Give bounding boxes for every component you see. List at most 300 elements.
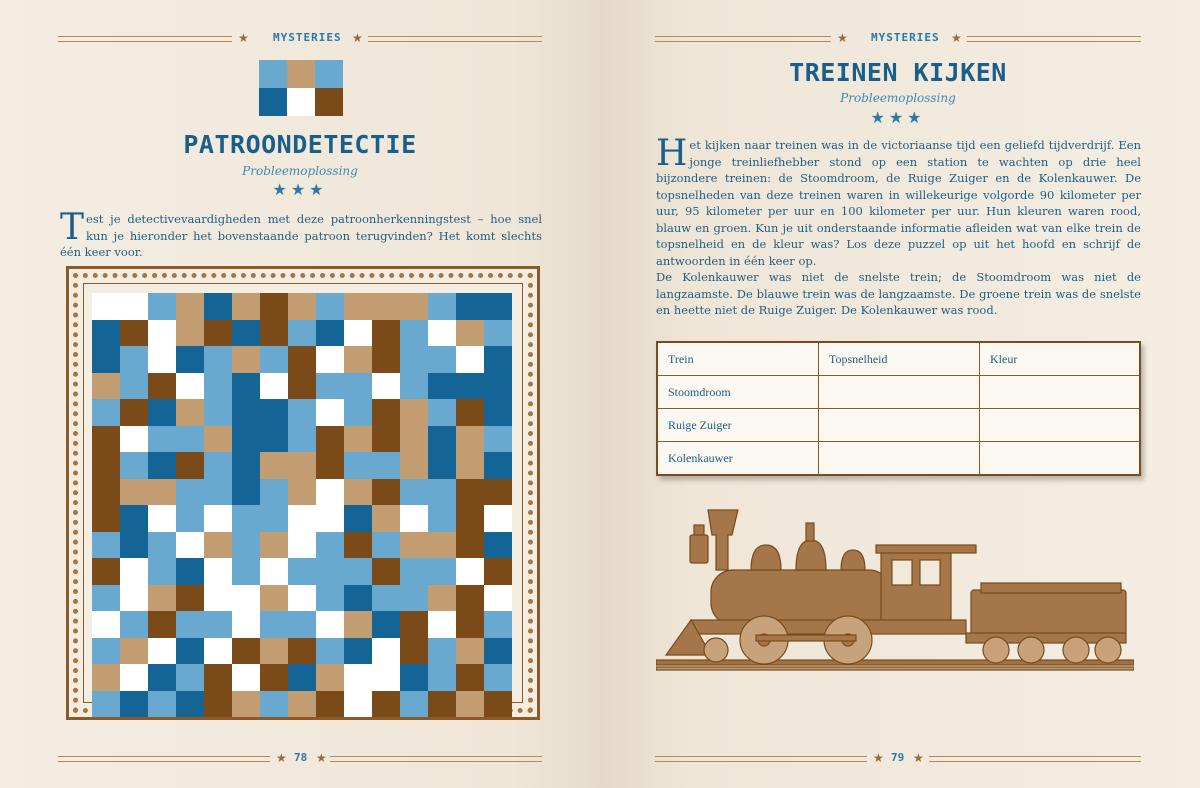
difficulty-stars: ★★★: [272, 180, 328, 199]
grid-cell: [372, 611, 400, 638]
grid-cell: [344, 373, 372, 400]
grid-cell: [400, 399, 428, 426]
swatch-cell: [287, 88, 315, 116]
grid-cell: [260, 505, 288, 532]
grid-cell: [260, 585, 288, 612]
grid-cell: [148, 505, 176, 532]
grid-cell: [400, 346, 428, 373]
grid-cell: [204, 320, 232, 347]
grid-cell: [92, 293, 120, 320]
grid-cell: [456, 664, 484, 691]
grid-cell: [176, 426, 204, 453]
grid-cell: [176, 346, 204, 373]
grid-cell: [372, 585, 400, 612]
grid-cell: [288, 585, 316, 612]
grid-cell: [148, 664, 176, 691]
table-row: [657, 376, 1140, 409]
page-number: 78: [294, 751, 308, 764]
grid-cell: [428, 320, 456, 347]
left-running-header: [58, 30, 542, 48]
grid-cell: [120, 479, 148, 506]
grid-cell: [260, 373, 288, 400]
grid-cell: [428, 558, 456, 585]
grid-cell: [316, 505, 344, 532]
grid-cell: [316, 320, 344, 347]
grid-cell: [316, 373, 344, 400]
grid-cell: [92, 664, 120, 691]
grid-cell: [148, 399, 176, 426]
grid-cell: [400, 638, 428, 665]
grid-cell: [120, 691, 148, 718]
grid-cell: [316, 611, 344, 638]
grid-cell: [344, 505, 372, 532]
grid-cell: [232, 558, 260, 585]
grid-cell: [484, 505, 512, 532]
grid-cell: [456, 320, 484, 347]
grid-cell: [260, 664, 288, 691]
grid-cell: [92, 611, 120, 638]
answer-table: [656, 341, 1141, 476]
grid-cell: [120, 664, 148, 691]
grid-cell: [456, 558, 484, 585]
grid-cell: [428, 426, 456, 453]
grid-cell: [260, 479, 288, 506]
grid-cell: [456, 399, 484, 426]
grid-cell: [260, 320, 288, 347]
grid-cell: [400, 585, 428, 612]
grid-cell: [372, 532, 400, 559]
grid-cell: [148, 691, 176, 718]
grid-cell: [288, 558, 316, 585]
grid-cell: [120, 585, 148, 612]
grid-cell: [120, 638, 148, 665]
grid-cell: [288, 320, 316, 347]
grid-cell: [372, 558, 400, 585]
grid-cell: [288, 426, 316, 453]
grid-cell: [316, 479, 344, 506]
grid-cell: [92, 373, 120, 400]
column-header: Topsnelheid: [819, 342, 980, 376]
grid-cell: [400, 426, 428, 453]
grid-cell: [484, 426, 512, 453]
grid-cell: [92, 452, 120, 479]
table-header-row: [657, 342, 1140, 376]
grid-cell: [372, 452, 400, 479]
grid-cell: [484, 346, 512, 373]
grid-cell: [176, 452, 204, 479]
grid-cell: [428, 479, 456, 506]
star-ornament-icon: ★: [352, 31, 363, 45]
grid-cell: [176, 399, 204, 426]
grid-cell: [148, 479, 176, 506]
color-answer-cell[interactable]: [980, 376, 1141, 409]
grid-cell: [232, 505, 260, 532]
page-subtitle: Probleemoplossing: [840, 91, 956, 105]
grid-cell: [120, 452, 148, 479]
column-header: Trein: [657, 342, 819, 376]
swatch-cell: [259, 88, 287, 116]
header-label: MYSTERIES: [871, 31, 940, 44]
grid-cell: [344, 558, 372, 585]
header-rule: [655, 36, 831, 42]
speed-answer-cell[interactable]: [819, 409, 980, 442]
grid-cell: [344, 293, 372, 320]
grid-cell: [204, 691, 232, 718]
grid-cell: [316, 585, 344, 612]
grid-cell: [120, 320, 148, 347]
grid-cell: [232, 611, 260, 638]
grid-cell: [372, 426, 400, 453]
grid-cell: [120, 293, 148, 320]
grid-cell: [372, 505, 400, 532]
swatch-cell: [287, 60, 315, 88]
grid-cell: [148, 585, 176, 612]
grid-cell: [176, 611, 204, 638]
grid-cell: [344, 585, 372, 612]
star-ornament-icon: ★: [238, 31, 249, 45]
grid-cell: [372, 293, 400, 320]
grid-cell: [400, 505, 428, 532]
grid-cell: [260, 293, 288, 320]
steam-locomotive-icon: [656, 505, 1134, 690]
speed-answer-cell[interactable]: [819, 376, 980, 409]
grid-cell: [372, 399, 400, 426]
grid-cell: [400, 691, 428, 718]
grid-cell: [316, 532, 344, 559]
grid-cell: [92, 346, 120, 373]
color-answer-cell[interactable]: [980, 442, 1141, 476]
grid-cell: [260, 399, 288, 426]
grid-cell: [232, 320, 260, 347]
grid-cell: [456, 585, 484, 612]
grid-cell: [372, 638, 400, 665]
grid-cell: [176, 638, 204, 665]
grid-cell: [288, 638, 316, 665]
speed-answer-cell[interactable]: [819, 442, 980, 476]
star-ornament-icon: ★: [951, 31, 962, 45]
footer-rule: [929, 756, 1141, 762]
grid-cell: [260, 426, 288, 453]
grid-cell: [260, 346, 288, 373]
swatch-cell: [259, 60, 287, 88]
grid-cell: [148, 426, 176, 453]
grid-cell: [484, 532, 512, 559]
grid-cell: [484, 452, 512, 479]
grid-cell: [484, 691, 512, 718]
grid-cell: [428, 293, 456, 320]
grid-cell: [484, 373, 512, 400]
train-name-cell: Kolenkauwer: [657, 442, 819, 476]
grid-cell: [288, 479, 316, 506]
grid-cell: [92, 505, 120, 532]
grid-cell: [120, 426, 148, 453]
star-ornament-icon: ★: [873, 751, 884, 765]
drop-cap: H: [656, 133, 688, 174]
grid-cell: [372, 691, 400, 718]
grid-cell: [232, 691, 260, 718]
grid-cell: [400, 532, 428, 559]
intro-text: est je detectivevaardigheden met deze patroonherkenningstest – hoe snel kun je hieronder het bovenstaande patroon terugvinden? Het komt slechts één keer voor.: [60, 212, 542, 259]
header-rule: [58, 36, 232, 42]
grid-cell: [316, 346, 344, 373]
grid-cell: [428, 611, 456, 638]
grid-cell: [120, 505, 148, 532]
grid-cell: [428, 373, 456, 400]
grid-cell: [92, 691, 120, 718]
grid-cell: [232, 585, 260, 612]
grid-cell: [176, 691, 204, 718]
grid-cell: [92, 585, 120, 612]
grid-cell: [344, 479, 372, 506]
intro-text: et kijken naar treinen was in de victoriaanse tijd een geliefd tijdverdrijf. Een jonge treinliefhebber stond op een station te wachten op drie heel bijzondere treinen: de Stoomdroom, de Ruige Zuiger en de Kolenkauwer. De topsnelheden van deze treinen waren in willekeurige volgorde 90 kilometer per uur, 95 kilometer per uur en 100 kilometer per uur. Hun kleuren waren rood, blauw en groen. Kun je uit onderstaande informatie afleiden wat van elke trein de topsnelheid en de kleur was? Los deze puzzel op uit het hoofd en schrijf de antwoorden in één keer op.: [656, 138, 1141, 268]
grid-cell: [148, 320, 176, 347]
grid-cell: [204, 558, 232, 585]
grid-cell: [148, 638, 176, 665]
grid-cell: [428, 585, 456, 612]
grid-cell: [148, 346, 176, 373]
grid-cell: [484, 320, 512, 347]
grid-cell: [260, 452, 288, 479]
grid-cell: [232, 373, 260, 400]
grid-cell: [344, 452, 372, 479]
grid-cell: [92, 426, 120, 453]
grid-cell: [484, 664, 512, 691]
grid-cell: [372, 664, 400, 691]
train-name-cell: Stoomdroom: [657, 376, 819, 409]
grid-cell: [316, 293, 344, 320]
grid-cell: [204, 532, 232, 559]
grid-cell: [316, 399, 344, 426]
grid-cell: [120, 346, 148, 373]
grid-cell: [400, 373, 428, 400]
clues-paragraph: De Kolenkauwer was niet de snelste trein; de Stoomdroom was niet de langzaamste. De blauwe trein was de langzaamste. De groene trein was de snelste en heette niet de Ruige Zuiger. De Kolenkauwer was rood.: [656, 270, 1141, 317]
grid-cell: [260, 638, 288, 665]
grid-cell: [204, 399, 232, 426]
grid-cell: [176, 664, 204, 691]
grid-cell: [120, 373, 148, 400]
grid-cell: [120, 558, 148, 585]
grid-cell: [92, 320, 120, 347]
grid-cell: [260, 691, 288, 718]
left-footer: [58, 750, 542, 768]
grid-cell: [232, 532, 260, 559]
grid-cell: [428, 346, 456, 373]
grid-cell: [400, 320, 428, 347]
grid-cell: [148, 532, 176, 559]
grid-cell: [428, 399, 456, 426]
grid-cell: [288, 664, 316, 691]
grid-cell: [176, 293, 204, 320]
grid-cell: [484, 638, 512, 665]
grid-cell: [344, 638, 372, 665]
grid-cell: [456, 532, 484, 559]
grid-cell: [372, 346, 400, 373]
grid-cell: [204, 346, 232, 373]
grid-cell: [344, 320, 372, 347]
grid-cell: [120, 399, 148, 426]
grid-cell: [176, 585, 204, 612]
grid-cell: [176, 505, 204, 532]
grid-cell: [456, 373, 484, 400]
grid-cell: [204, 611, 232, 638]
page-subtitle: Probleemoplossing: [242, 164, 358, 178]
grid-cell: [428, 452, 456, 479]
grid-cell: [288, 691, 316, 718]
grid-cell: [148, 558, 176, 585]
grid-cell: [456, 638, 484, 665]
grid-cell: [204, 638, 232, 665]
grid-cell: [344, 346, 372, 373]
grid-cell: [176, 373, 204, 400]
grid-cell: [316, 558, 344, 585]
header-rule: [967, 36, 1141, 42]
grid-cell: [176, 320, 204, 347]
grid-cell: [148, 452, 176, 479]
grid-cell: [260, 558, 288, 585]
grid-cell: [176, 479, 204, 506]
page-number: 79: [891, 751, 905, 764]
grid-cell: [344, 664, 372, 691]
grid-cell: [204, 505, 232, 532]
table-row: [657, 409, 1140, 442]
grid-cell: [316, 691, 344, 718]
grid-cell: [484, 611, 512, 638]
grid-cell: [400, 479, 428, 506]
grid-cell: [92, 532, 120, 559]
grid-cell: [204, 293, 232, 320]
grid-cell: [92, 558, 120, 585]
grid-cell: [92, 638, 120, 665]
grid-cell: [288, 346, 316, 373]
page-title: PATROONDETECTIE: [183, 130, 417, 159]
grid-cell: [344, 532, 372, 559]
grid-cell: [232, 479, 260, 506]
column-header: Kleur: [980, 342, 1141, 376]
grid-cell: [260, 532, 288, 559]
table-row: [657, 442, 1140, 476]
grid-cell: [484, 479, 512, 506]
grid-cell: [344, 611, 372, 638]
grid-cell: [120, 611, 148, 638]
grid-cell: [148, 293, 176, 320]
star-ornament-icon: ★: [837, 31, 848, 45]
grid-cell: [484, 293, 512, 320]
grid-cell: [204, 373, 232, 400]
grid-cell: [372, 479, 400, 506]
grid-cell: [428, 664, 456, 691]
grid-cell: [288, 399, 316, 426]
star-ornament-icon: ★: [316, 751, 327, 765]
grid-cell: [400, 611, 428, 638]
train-name-cell: Ruige Zuiger: [657, 409, 819, 442]
grid-cell: [484, 399, 512, 426]
grid-cell: [176, 532, 204, 559]
swatch-cell: [315, 88, 343, 116]
grid-cell: [316, 664, 344, 691]
grid-cell: [316, 452, 344, 479]
grid-cell: [428, 638, 456, 665]
grid-cell: [148, 611, 176, 638]
grid-cell: [400, 558, 428, 585]
grid-cell: [260, 611, 288, 638]
intro-paragraph: [656, 133, 1141, 269]
right-footer: [655, 750, 1141, 768]
grid-cell: [204, 664, 232, 691]
header-label: MYSTERIES: [273, 31, 342, 44]
grid-cell: [484, 558, 512, 585]
grid-cell: [456, 691, 484, 718]
grid-cell: [428, 532, 456, 559]
grid-cell: [92, 399, 120, 426]
grid-cell: [456, 452, 484, 479]
grid-cell: [456, 479, 484, 506]
grid-cell: [456, 611, 484, 638]
header-rule: [368, 36, 542, 42]
footer-rule: [330, 756, 542, 762]
grid-cell: [288, 505, 316, 532]
grid-cell: [316, 426, 344, 453]
grid-cell: [456, 426, 484, 453]
grid-cell: [204, 479, 232, 506]
drop-cap: T: [60, 207, 85, 248]
color-answer-cell[interactable]: [980, 409, 1141, 442]
grid-cell: [344, 691, 372, 718]
grid-cell: [288, 611, 316, 638]
grid-cell: [232, 452, 260, 479]
right-running-header: [655, 30, 1141, 48]
difficulty-stars: ★★★: [870, 108, 926, 127]
grid-cell: [288, 532, 316, 559]
grid-cell: [176, 558, 204, 585]
grid-cell: [148, 373, 176, 400]
footer-rule: [58, 756, 270, 762]
grid-cell: [232, 399, 260, 426]
grid-cell: [428, 505, 456, 532]
grid-cell: [400, 452, 428, 479]
grid-cell: [232, 346, 260, 373]
grid-cell: [484, 585, 512, 612]
intro-paragraph: [60, 207, 542, 261]
grid-cell: [204, 585, 232, 612]
grid-cell: [428, 691, 456, 718]
grid-cell: [288, 452, 316, 479]
star-ornament-icon: ★: [276, 751, 287, 765]
grid-cell: [400, 664, 428, 691]
grid-cell: [288, 293, 316, 320]
grid-cell: [344, 426, 372, 453]
grid-cell: [344, 399, 372, 426]
grid-cell: [232, 638, 260, 665]
star-ornament-icon: ★: [913, 751, 924, 765]
grid-cell: [400, 293, 428, 320]
grid-cell: [456, 505, 484, 532]
grid-cell: [204, 452, 232, 479]
grid-cell: [456, 293, 484, 320]
footer-rule: [655, 756, 867, 762]
grid-cell: [92, 479, 120, 506]
grid-cell: [232, 664, 260, 691]
grid-cell: [316, 638, 344, 665]
grid-cell: [232, 293, 260, 320]
grid-cell: [232, 426, 260, 453]
grid-cell: [288, 373, 316, 400]
grid-cell: [372, 373, 400, 400]
pattern-sample: [259, 60, 343, 116]
swatch-cell: [315, 60, 343, 88]
page-title: TREINEN KIJKEN: [789, 58, 1007, 87]
grid-cell: [204, 426, 232, 453]
grid-cell: [120, 532, 148, 559]
